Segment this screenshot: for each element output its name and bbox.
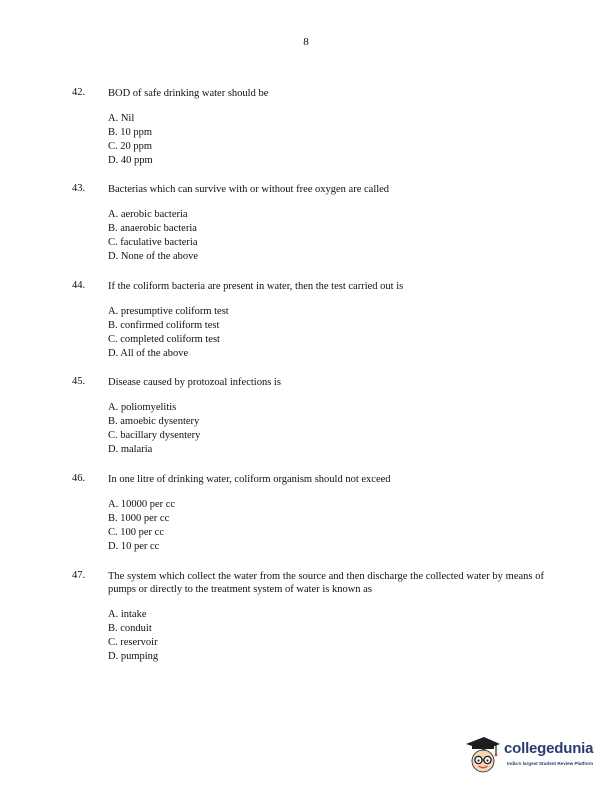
question-text: If the coliform bacteria are present in water, then the test carried out is (108, 281, 404, 292)
option-a: A. intake (108, 609, 147, 620)
question-text: Bacterias which can survive with or without free oxygen are called (108, 184, 390, 195)
option-a: A. presumptive coliform test (108, 306, 229, 317)
question-number: 42. (72, 87, 86, 98)
question-43 (72, 183, 544, 264)
option-c: C. reservoir (108, 637, 158, 648)
option-d: D. 10 per cc (108, 541, 160, 552)
question-44 (72, 280, 544, 361)
question-text: The system which collect the water from the source and then discharge the collected water by means of pumps or directly to the treatment system of water is known as (108, 571, 544, 595)
option-b: B. 1000 per cc (108, 513, 170, 524)
option-b: B. conduit (108, 623, 152, 634)
brand-name: collegedunia (504, 740, 594, 757)
option-b: B. confirmed coliform test (108, 320, 220, 331)
question-text: BOD of safe drinking water should be (108, 88, 269, 99)
option-list (108, 305, 544, 361)
option-d: D. None of the above (108, 251, 199, 262)
option-c: C. 20 ppm (108, 141, 153, 152)
option-list (108, 208, 544, 264)
option-list (108, 608, 544, 664)
graduate-mascot-icon (462, 734, 502, 778)
option-b: B. 10 ppm (108, 127, 153, 138)
option-list (108, 498, 544, 554)
option-d: D. 40 ppm (108, 155, 153, 166)
option-b: B. amoebic dysentery (108, 416, 200, 427)
question-text: Disease caused by protozoal infections is (108, 377, 281, 388)
option-a: A. Nil (108, 113, 135, 124)
question-number: 45. (72, 376, 86, 387)
question-number: 44. (72, 280, 86, 291)
brand-watermark (462, 734, 607, 780)
option-c: C. 100 per cc (108, 527, 164, 538)
option-d: D. pumping (108, 651, 159, 662)
question-text: In one litre of drinking water, coliform organism should not exceed (108, 474, 391, 485)
question-number: 43. (72, 183, 86, 194)
option-a: A. aerobic bacteria (108, 209, 188, 220)
question-number: 47. (72, 570, 86, 581)
option-d: D. All of the above (108, 348, 189, 359)
option-c: C. completed coliform test (108, 334, 220, 345)
question-42 (72, 87, 544, 168)
option-c: C. bacillary dysentery (108, 430, 201, 441)
question-46 (72, 473, 544, 554)
option-b: B. anaerobic bacteria (108, 223, 197, 234)
option-a: A. poliomyelitis (108, 402, 177, 413)
option-c: C. faculative bacteria (108, 237, 198, 248)
option-d: D. malaria (108, 444, 153, 455)
option-list (108, 401, 544, 457)
brand-tagline: India's largest Student Review Platform (507, 761, 594, 766)
question-47 (72, 570, 544, 664)
page-number: 8 (303, 36, 309, 48)
question-45 (72, 376, 544, 457)
question-number: 46. (72, 473, 86, 484)
option-list (108, 112, 544, 168)
option-a: A. 10000 per cc (108, 499, 176, 510)
